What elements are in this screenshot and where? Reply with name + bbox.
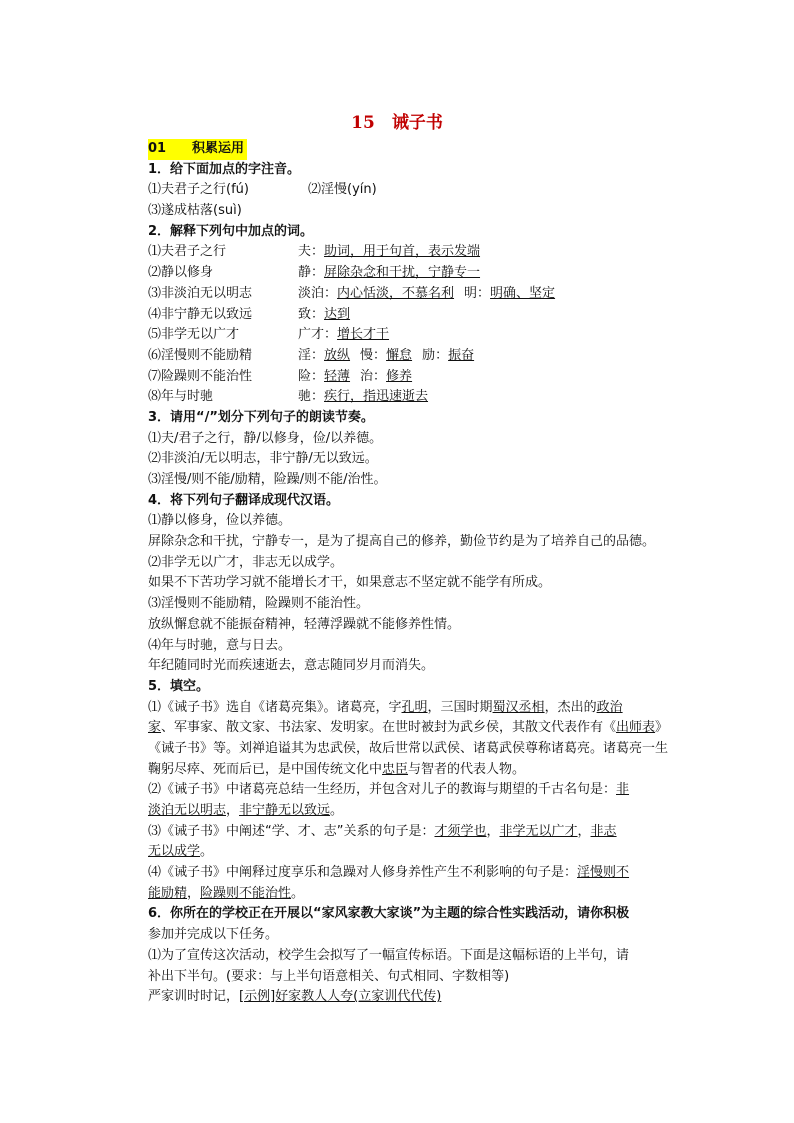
question-3-head: 3．请用“/”划分下列句子的朗读节奏。 [148, 409, 374, 425]
fill-line: ⑷《诫子书》中阐释过度享乐和急躁对人修身养性产生不利影响的句子是：淫慢则不 [148, 865, 630, 881]
translate-answer: 如果不下苦功学习就不能增长才干，如果意志不坚定就不能学有所成。 [148, 575, 552, 591]
question-1-row: ⑶遂成枯落(suì) [148, 203, 242, 219]
question-1-row: ⑴夫君子之行(fú) ⑵淫慢(yín) [148, 182, 377, 198]
gloss-row: ⑹淫慢则不能励精 淫：放纵 慢：懈怠 励：振奋 [148, 347, 475, 363]
section-badge: 01 积累运用 [148, 139, 247, 160]
gloss-row: ⑻年与时驰 驰：疾行，指迅速逝去 [148, 389, 429, 405]
gloss-row: ⑶非淡泊无以明志 淡泊：内心恬淡，不慕名利 明：明确、坚定 [148, 285, 556, 301]
document-body [148, 139, 688, 1008]
question-5-head: 5．填空。 [148, 678, 210, 694]
gloss-row: ⑷非宁静无以致远 致：达到 [148, 306, 351, 322]
translate-answer: 放纵懈怠就不能振奋精神，轻薄浮躁就不能修养性情。 [148, 616, 461, 632]
gloss-row: ⑸非学无以广才 广才：增长才干 [148, 327, 390, 343]
fill-line: 《诫子书》等。刘禅追谥其为忠武侯，故后世常以武侯、诸葛武侯尊称诸葛亮。诸葛亮一生 [148, 740, 669, 756]
gloss-row: ⑺险躁则不能治性 险：轻薄 治：修养 [148, 368, 413, 384]
rhythm-row: ⑶淫慢/则不能/励精，险躁/则不能/治性。 [148, 472, 387, 487]
page-title: 15 诫子书 [351, 113, 443, 133]
fill-line: 鞠躬尽瘁、死而后已，是中国传统文化中忠臣与智者的代表人物。 [148, 761, 526, 777]
translate-question: ⑵非学无以广才，非志无以成学。 [148, 554, 344, 570]
translate-answer: 年纪随同时光而疾速逝去，意志随同岁月而消失。 [148, 658, 435, 674]
gloss-row: ⑵静以修身 静：屏除杂念和干扰，宁静专一 [148, 265, 481, 281]
task-line: 补出下半句。(要求：与上半句语意相关、句式相同、字数相等) [148, 968, 510, 984]
fill-line: 家、军事家、散文家、书法家、发明家。在世时被封为武乡侯，其散文代表作有《出师表》 [148, 720, 669, 736]
question-2-head: 2．解释下列句中加点的词。 [148, 223, 314, 239]
task-line: ⑴为了宣传这次活动，校学生会拟写了一幅宣传标语。下面是这幅标语的上半句，请 [148, 947, 630, 963]
translate-answer: 屏除杂念和干扰，宁静专一，是为了提高自己的修养，勤俭节约是为了培养自己的品德。 [148, 534, 656, 550]
fill-line: ⑴《诫子书》选自《诸葛亮集》。诸葛亮，字孔明，三国时期蜀汉丞相，杰出的政治 [148, 699, 623, 715]
translate-question: ⑴静以修身，俭以养德。 [148, 513, 292, 529]
question-6-head-cont: 参加并完成以下任务。 [148, 927, 279, 943]
rhythm-row: ⑵非淡泊/无以明志，非宁静/无以致远。 [148, 451, 378, 467]
fill-line: ⑵《诫子书》中诸葛亮总结一生经历，并包含对儿子的教诲与期望的千古名句是：非 [148, 782, 630, 798]
question-4-head: 4．将下列句子翻译成现代汉语。 [148, 492, 340, 508]
rhythm-row: ⑴夫/君子之行，静/以修身，俭/以养德。 [148, 430, 383, 446]
gloss-row: ⑴夫君子之行 夫：助词，用于句首，表示发端 [148, 244, 481, 260]
fill-line: 无以成学。 [148, 844, 214, 860]
translate-question: ⑶淫慢则不能励精，险躁则不能治性。 [148, 596, 370, 612]
fill-line: ⑶《诫子书》中阐述“学、才、志”关系的句子是：才须学也，非学无以广才，非志 [148, 823, 617, 839]
question-1-head: 1．给下面加点的字注音。 [148, 161, 301, 177]
question-6-head: 6．你所在的学校正在开展以“家风家教大家谈”为主题的综合性实践活动，请你积极 [148, 906, 630, 922]
task-line: 严家训时时记，[示例]好家教人人夸(立家训代代传) [148, 989, 442, 1005]
fill-line: 淡泊无以明志，非宁静无以致远。 [148, 803, 344, 818]
translate-question: ⑷年与时驰，意与日去。 [148, 637, 292, 653]
section-header [148, 139, 688, 160]
fill-line: 能励精，险躁则不能治性。 [148, 885, 305, 901]
